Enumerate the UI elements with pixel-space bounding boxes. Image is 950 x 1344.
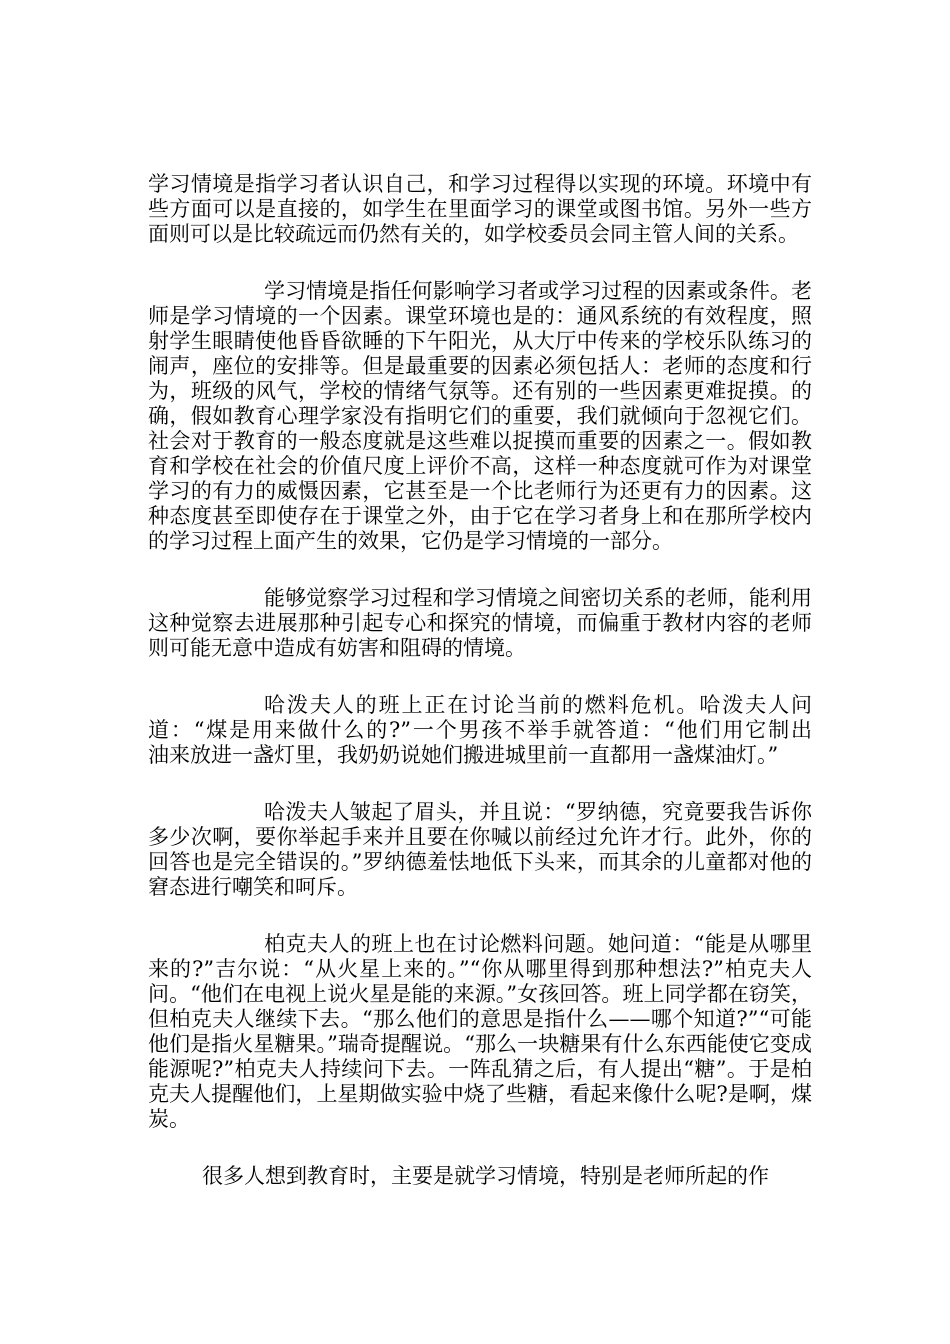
paragraph-2: 学习情境是指任何影响学习者或学习过程的因素或条件。老师是学习情境的一个因素。课堂环境也是的：通风系统的有效程度，照射学生眼睛使他昏昏欲睡的下午阳光，从大厅中传来的学校乐队练习的闹声，座位的安排等。但是最重要的因素必须包括人：老师的态度和行为，班级的风气，学校的情绪气氛等。还有别的一些因素更难捉摸。的确，假如教育心理学家没有指明它们的重要，我们就倾向于忽视它们。社会对于教育的一般态度就是这些难以捉摸而重要的因素之一。假如教育和学校在社会的价值尺度上评价不高，这样一种态度就可作为对课堂学习的有力的威慑因素，它甚至是一个比老师行为还更有力的因素。这种态度甚至即使存在于课堂之外，由于它在学习者身上和在那所学校内的学习过程上面产生的效果，它仍是学习情境的一部分。: [148, 279, 812, 553]
paragraph-gap: [148, 1132, 812, 1164]
paragraph-gap: [148, 247, 812, 279]
paragraph-7: 很多人想到教育时，主要是就学习情境，特别是老师所起的作: [202, 1164, 769, 1188]
document-body: [148, 172, 854, 1189]
paragraph-1: 学习情境是指学习者认识自己，和学习过程得以实现的环境。环境中有些方面可以是直接的，如学生在里面学习的课堂或图书馆。另外一些方面则可以是比较疏远而仍然有关的，如学校委员会同主管人间的关系。: [148, 172, 812, 246]
paragraph-5: 哈泼夫人皱起了眉头，并且说：“罗纳德，究竟要我告诉你多少次啊，要你举起手来并且要在你喊以前经过允许才行。此外，你的回答也是完全错误的。”罗纳德羞怯地低下头来，而其余的儿童都对他的窘态进行嘲笑和呵斥。: [148, 800, 812, 899]
paragraph-gap: [148, 900, 812, 932]
paragraph-gap: [148, 768, 812, 800]
paragraph-gap: [148, 554, 812, 586]
paragraph-4: 哈泼夫人的班上正在讨论当前的燃料危机。哈泼夫人问道：“煤是用来做什么的?”一个男孩不举手就答道：“他们用它制出 油来放进一盏灯里，我奶奶说她们搬进城里前一直都用一盏煤油灯。”: [148, 693, 854, 767]
paragraph-6: 柏克夫人的班上也在讨论燃料问题。她问道：“能是从哪里来的?”吉尔说：“从火星上来的。”“你从哪里得到那种想法?”柏克夫人问。“他们在电视上说火星是能的来源。”女孩回答。班上同学都在窃笑，但柏克夫人继续下去。“那么他们的意思是指什么——哪个知道?”“可能他们是指火星糖果。”瑞奇提醒说。“那么一块糖果有什么东西能使它变成能源呢?”柏克夫人持续问下去。一阵乱猜之后，有人提出“糖”。于是柏克夫人提醒他们，上星期做实验中烧了些糖，看起来像什么呢?是啊，煤炭。: [148, 932, 812, 1131]
paragraph-gap: [148, 661, 812, 693]
paragraph-3: 能够觉察学习过程和学习情境之间密切关系的老师，能利用这种觉察去进展那种引起专心和探究的情境，而偏重于教材内容的老师则可能无意中造成有妨害和阻碍的情境。: [148, 586, 812, 660]
